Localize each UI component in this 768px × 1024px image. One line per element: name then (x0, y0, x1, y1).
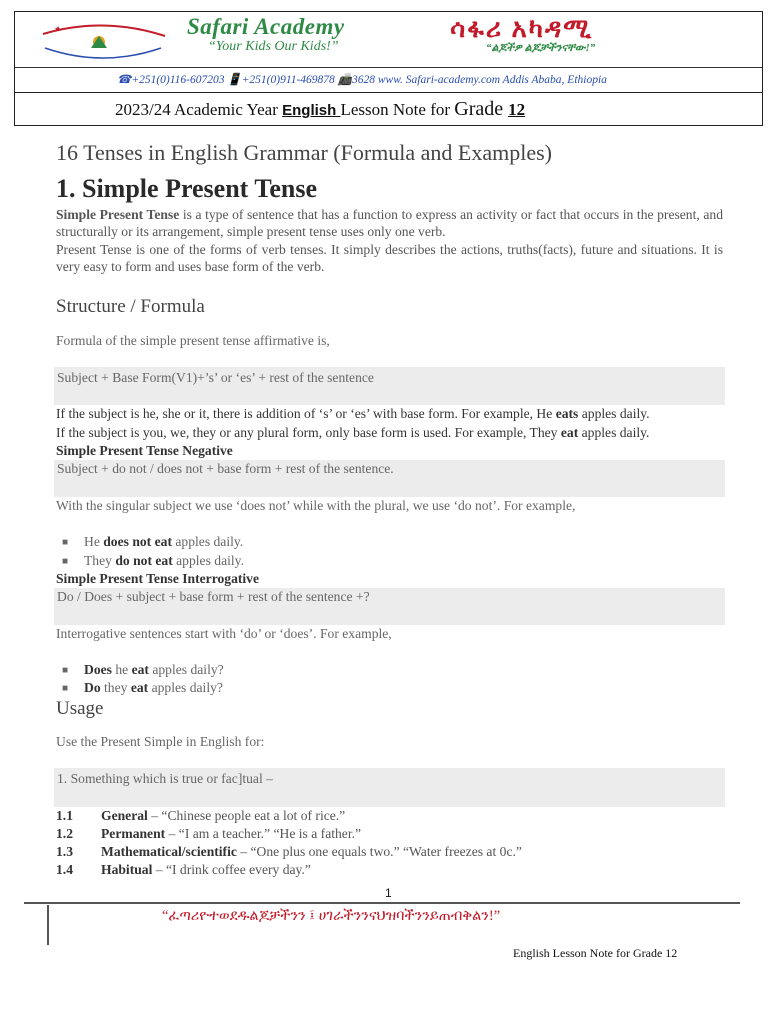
letterhead-contact-row (15, 68, 762, 93)
example-subject: they (100, 680, 131, 695)
list-item (62, 534, 243, 550)
usage-item-label: Permanent (101, 826, 166, 841)
usage-item-label: Mathematical/scientific (101, 844, 237, 859)
formula-affirmative: Subject + Base Form(V1)+’s’ or ‘es’ + rest of the sentence (57, 370, 374, 385)
section-title: 1. Simple Present Tense (56, 174, 317, 203)
usage-item-number: 1.3 (56, 844, 73, 859)
formula-interrogative: Do / Does + subject + base form + rest of the sentence +? (57, 589, 370, 604)
school-name-amharic: ሳፋሪ አካዳሚ (450, 14, 593, 43)
academic-year: 2023/24 Academic Year (115, 100, 283, 119)
usage-item-text: – “I drink coffee every day.” (152, 862, 311, 877)
rule-plural-end: apples daily. (578, 425, 650, 440)
usage-intro: Use the Present Simple in English for: (56, 734, 265, 749)
example-end: apples daily? (148, 662, 224, 677)
grade-number: 12 (508, 100, 526, 119)
safari-academy-logo (33, 18, 173, 62)
page-number: 1 (385, 886, 392, 900)
contact-info: ☎+251(0)116-607203 📱+251(0)911-469878 📠3628 www. Safari-academy.com Addis Ababa, Ethiopia (117, 74, 607, 86)
list-item (62, 553, 244, 569)
example-verb: eat (130, 680, 149, 695)
usage-heading: Usage (56, 698, 104, 719)
example-end: apples daily. (172, 553, 244, 568)
usage-item-text: – “One plus one equals two.” “Water freezes at 0c.” (236, 844, 522, 859)
school-name: Safari Academy (187, 14, 345, 39)
rule-singular (56, 406, 650, 422)
example-verb: eat (131, 662, 149, 677)
example-subject: He (84, 534, 104, 549)
negative-note: With the singular subject we use ‘does not’ while with the plural, we use ‘do not’. For example, (56, 498, 576, 513)
rule-singular-end: apples daily. (578, 406, 650, 421)
rule-plural (56, 425, 649, 441)
title-middle: Lesson Note for (340, 100, 455, 119)
formula-negative: Subject + do not / does not + base form + rest of the sentence. (57, 461, 394, 476)
rule-plural-text: If the subject is you, we, they or any plural form, only base form is used. For example, They (56, 425, 561, 440)
example-end: apples daily. (171, 534, 244, 549)
bullet-icon: ■ (62, 665, 69, 676)
rule-plural-verb: eat (560, 425, 579, 440)
rule-singular-text: If the subject is he, she or it, there is addition of ‘s’ or ‘es’ with base form. For example, He (56, 406, 556, 421)
example-aux: Do (84, 680, 101, 695)
usage-item-text: – “I am a teacher.” “He is a father.” (165, 826, 362, 841)
main-heading: 16 Tenses in English Grammar (Formula and Examples) (56, 140, 553, 165)
interrogative-heading: Simple Present Tense Interrogative (56, 571, 260, 586)
footer-divider (24, 902, 740, 904)
school-slogan: “Your Kids Our Kids!” (208, 39, 339, 54)
letterhead (14, 11, 763, 126)
usage-item (56, 844, 522, 860)
footer-motto: “ፈጣሪዮተወደዱልጆቻችንን ፤ ሀገራችንንናህዝባችንንይጠብቅልን!” (162, 908, 501, 924)
bullet-icon: ■ (62, 556, 69, 567)
intro-paragraph (56, 206, 723, 240)
formula-intro: Formula of the simple present tense affirmative is, (56, 333, 330, 348)
usage-item-text: – “Chinese people eat a lot of rice.” (147, 808, 346, 823)
usage-item-number: 1.1 (56, 808, 73, 823)
negative-heading: Simple Present Tense Negative (56, 443, 233, 458)
school-slogan-amharic: “ልጆችዎ ልጆቻችንናቸው!” (486, 42, 596, 54)
lesson-note-title (115, 98, 525, 121)
list-item (62, 662, 224, 678)
svg-text:✦: ✦ (53, 24, 61, 34)
usage-item-number: 1.2 (56, 826, 73, 841)
footer-vertical-rule (47, 905, 49, 945)
intro-term: Simple Present Tense (56, 207, 180, 222)
letterhead-title-row (15, 93, 762, 127)
example-verb: does not eat (103, 534, 172, 549)
grade-label: Grade (454, 98, 509, 120)
intro-paragraph-2: Present Tense is one of the forms of verb tenses. It simply describes the actions, truths(facts), future and situations. It is very easy to form and uses base form of the verb. (56, 242, 723, 274)
example-subject: he (111, 662, 132, 677)
usage-item (56, 808, 345, 824)
interrogative-note: Interrogative sentences start with ‘do’ or ‘does’. For example, (56, 626, 392, 641)
usage-point-1: 1. Something which is true or fac]tual – (57, 771, 273, 786)
example-end: apples daily? (148, 680, 223, 695)
footer-note: English Lesson Note for Grade 12 (513, 946, 678, 960)
example-verb: do not eat (115, 553, 173, 568)
example-aux: Does (84, 662, 112, 677)
bullet-icon: ■ (62, 683, 69, 694)
example-subject: They (84, 553, 116, 568)
subject: English (282, 102, 341, 119)
usage-item-number: 1.4 (56, 862, 73, 877)
usage-item (56, 826, 361, 842)
bullet-icon: ■ (62, 537, 69, 548)
structure-heading: Structure / Formula (56, 296, 205, 317)
letterhead-brand-row (15, 12, 762, 68)
list-item (62, 680, 223, 696)
intro-text: is a type of sentence that has a function to express an activity or fact that occurs in the present, and structurally or its arrangement, simple present tense uses only one verb. (56, 207, 723, 239)
usage-item-label: Habitual (101, 862, 153, 877)
usage-item-label: General (101, 808, 148, 823)
usage-item (56, 862, 311, 878)
rule-singular-verb: eats (555, 406, 579, 421)
